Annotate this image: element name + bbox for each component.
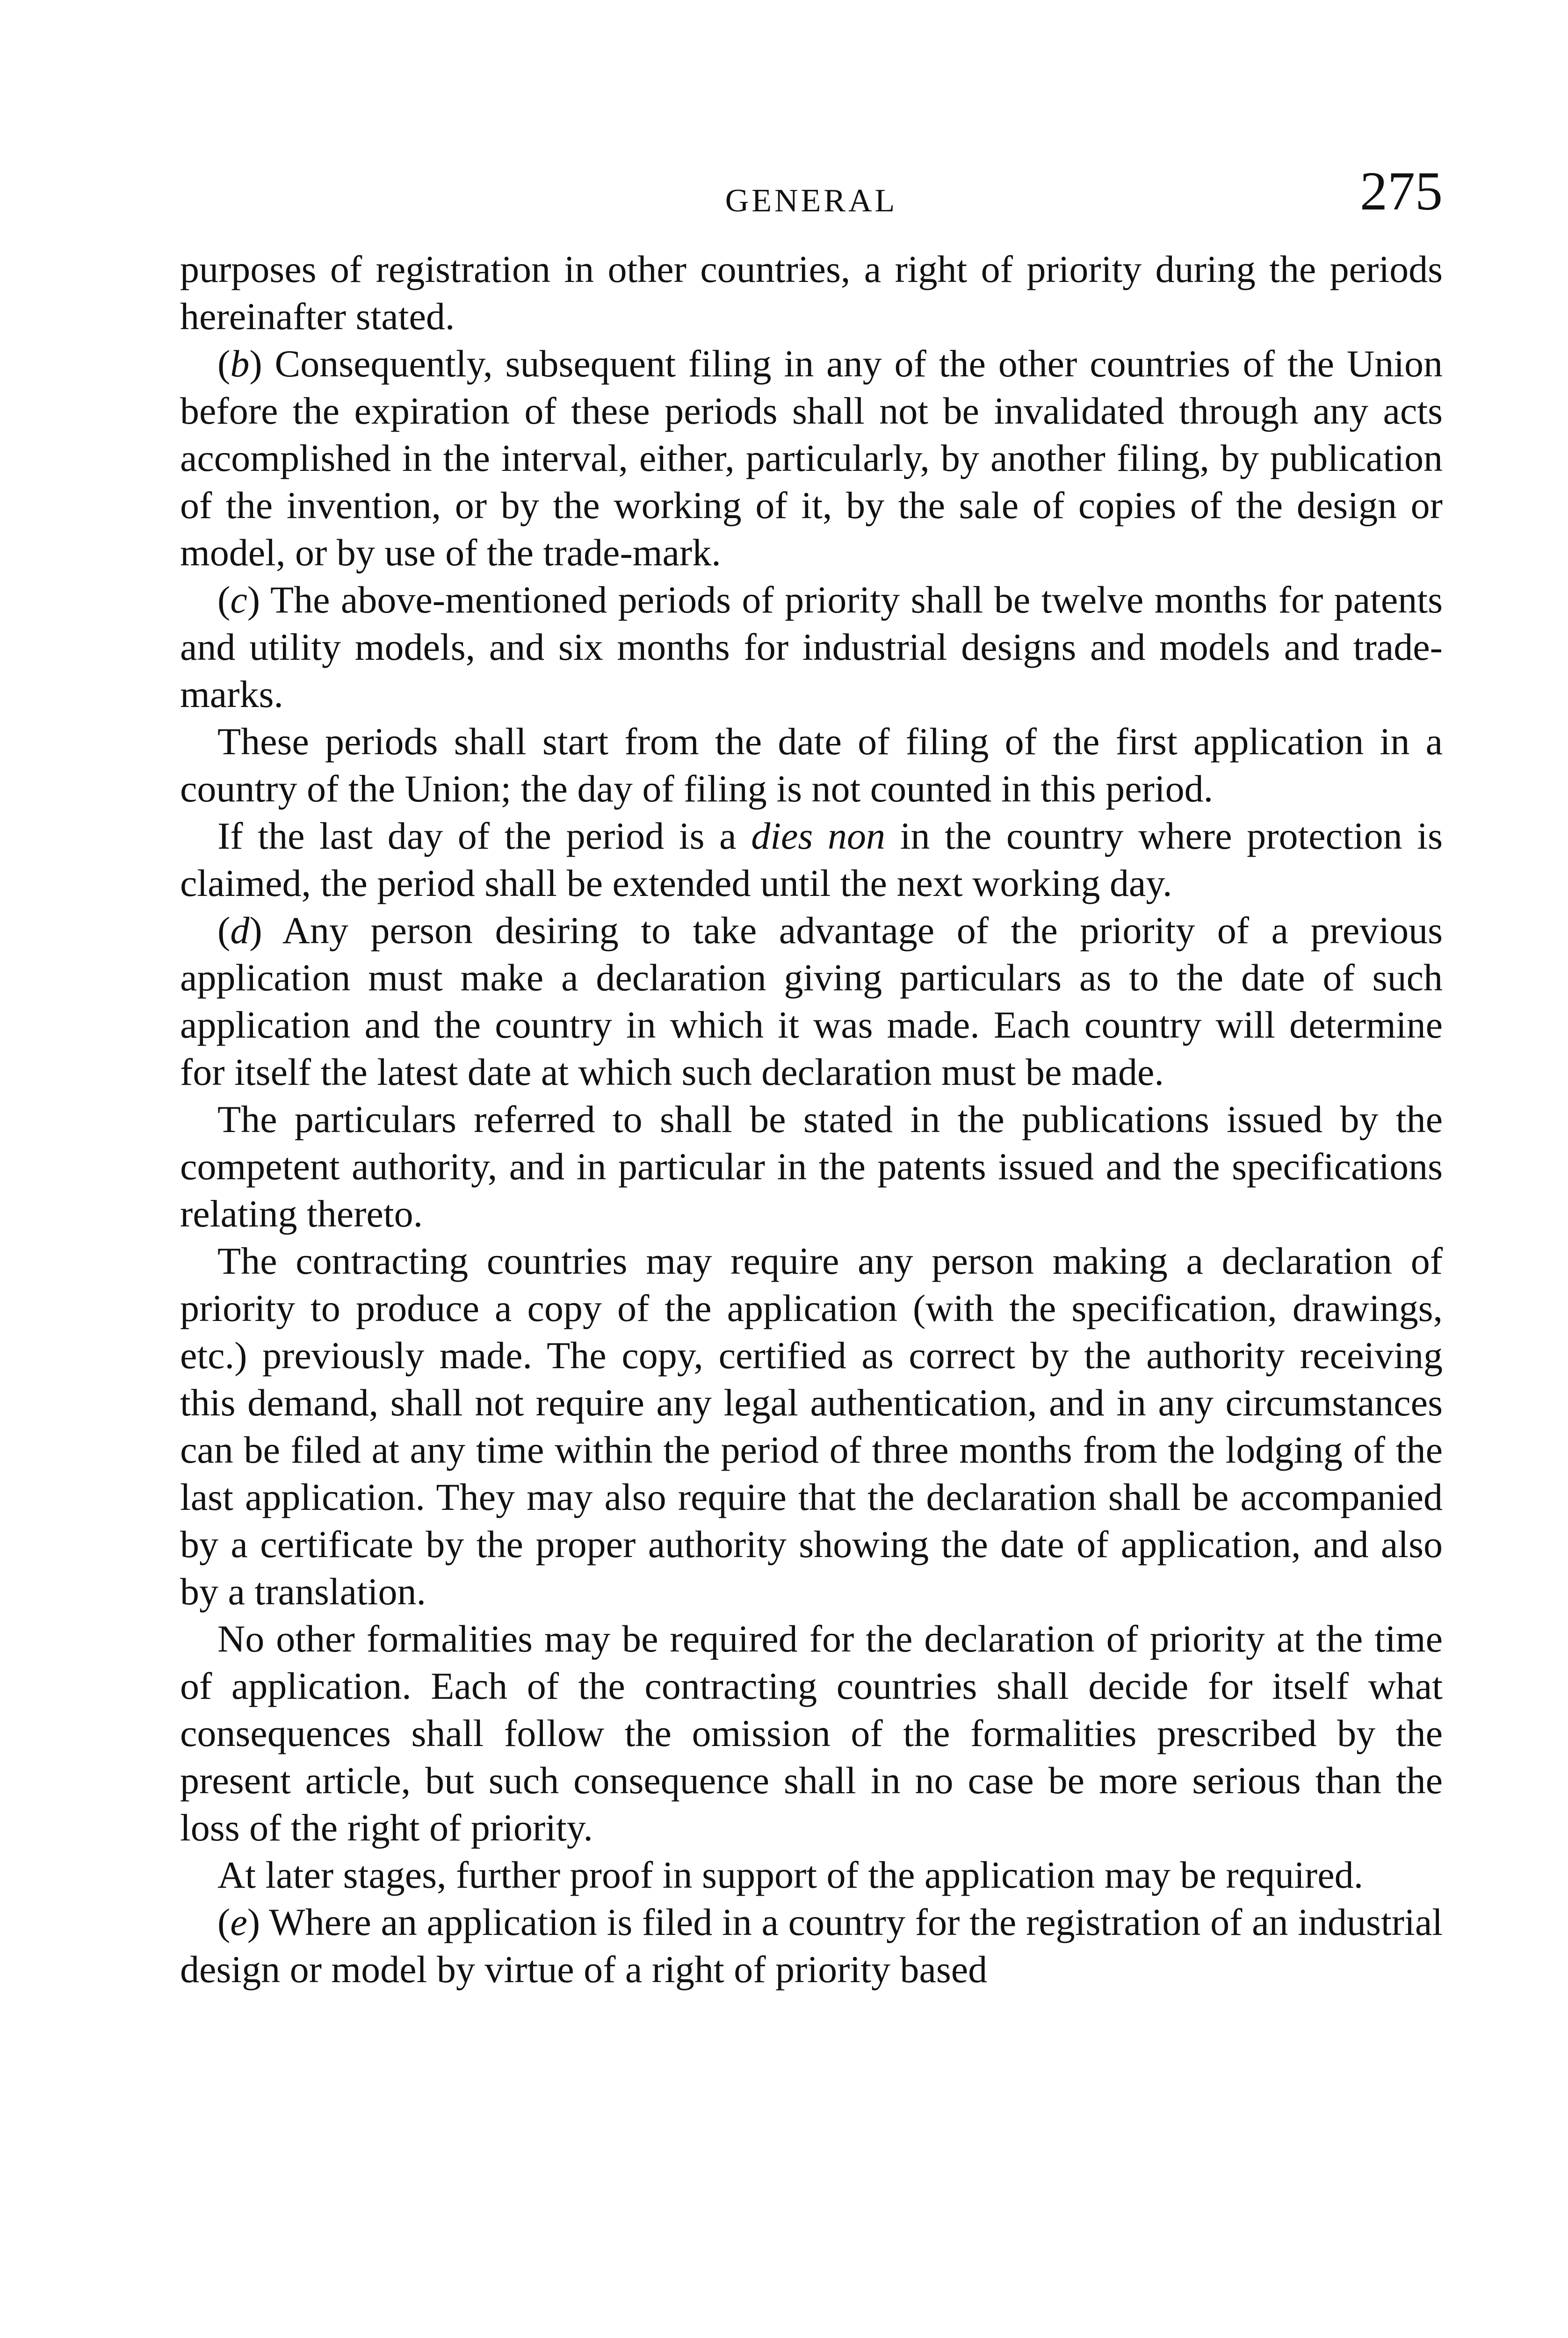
open-paren: (	[217, 342, 231, 385]
paragraph-periods-start	[180, 718, 1443, 812]
open-paren: (	[217, 578, 231, 621]
paragraph-text: Where an application is filed in a country for the registration of an industrial design or model by virtue of a right of priority based	[180, 1901, 1443, 1991]
close-paren: )	[247, 1901, 260, 1943]
paragraph-text: Any person desiring to take advantage of the priority of a previous application must make a declaration giving particulars as to the date of such application and the country in which it was made. Each country will determine for itself the latest date at which such declaration must be made.	[180, 909, 1443, 1093]
paragraph-text: No other formalities may be required for the declaration of priority at the time of application. Each of the contracting countries shall decide for itself what consequences shall follow the omission of the formalities prescribed by the present article, but such consequence shall in no case be more serious than the loss of the right of priority.	[180, 1617, 1443, 1849]
open-paren: (	[217, 1901, 231, 1943]
paragraph-c	[180, 576, 1443, 718]
paragraph-text: If the last day of the period is a	[217, 815, 751, 857]
paragraph-text: purposes of registration in other countries, a right of priority during the periods hereinafter stated.	[180, 248, 1443, 338]
paragraph-text: in the country where protection is claimed, the period shall be extended until the next working day.	[180, 815, 1443, 904]
paragraph-particulars	[180, 1096, 1443, 1237]
paragraph-dies-non	[180, 812, 1443, 907]
paragraph-contracting-countries	[180, 1237, 1443, 1615]
running-head: GENERAL	[725, 183, 898, 219]
body-text	[180, 245, 1443, 1993]
close-paren: )	[249, 342, 262, 385]
paragraph-text: The above-mentioned periods of priority shall be twelve months for patents and utility models, and six months for industrial designs and models and trade-marks.	[180, 578, 1443, 715]
page-number: 275	[1360, 160, 1443, 222]
open-paren: (	[217, 909, 231, 952]
clause-label: e	[230, 1901, 247, 1943]
paragraph-text: Consequently, subsequent filing in any of the other countries of the Union before the expiration of these periods shall not be invalidated through any acts accomplished in the interval, either, particularly, by another filing, by publication of the invention, or by the working of it, by the sale of copies of the design or model, or by use of the trade-mark.	[180, 342, 1443, 574]
paragraph-text: The contracting countries may require any person making a declaration of priority to produce a copy of the application (with the specification, drawings, etc.) previously made. The copy, certified as correct by the authority receiving this demand, shall not require any legal authentication, and in any circumstances can be filed at any time within the period of three months from the lodging of the last application. They may also require that the declaration shall be accompanied by a certificate by the proper authority showing the date of application, and also by a translation.	[180, 1240, 1443, 1613]
paragraph-b	[180, 340, 1443, 576]
paragraph-d	[180, 907, 1443, 1096]
paragraph-formalities	[180, 1615, 1443, 1851]
close-paren: )	[247, 578, 260, 621]
paragraph-e	[180, 1898, 1443, 1993]
paragraph-text: At later stages, further proof in support of the application may be required.	[217, 1854, 1364, 1896]
close-paren: )	[249, 909, 262, 952]
paragraph-later-stages	[180, 1851, 1443, 1898]
page-header	[180, 160, 1443, 229]
paragraph-continued	[180, 245, 1443, 340]
paragraph-text: These periods shall start from the date of filing of the first application in a country of the Union; the day of filing is not counted in this period.	[180, 720, 1443, 810]
clause-label: b	[230, 342, 250, 385]
clause-label: d	[230, 909, 250, 952]
paragraph-text: The particulars referred to shall be stated in the publications issued by the competent authority, and in particular in the patents issued and the specifications relating thereto.	[180, 1098, 1443, 1235]
italic-term: dies non	[751, 815, 886, 857]
clause-label: c	[230, 578, 247, 621]
